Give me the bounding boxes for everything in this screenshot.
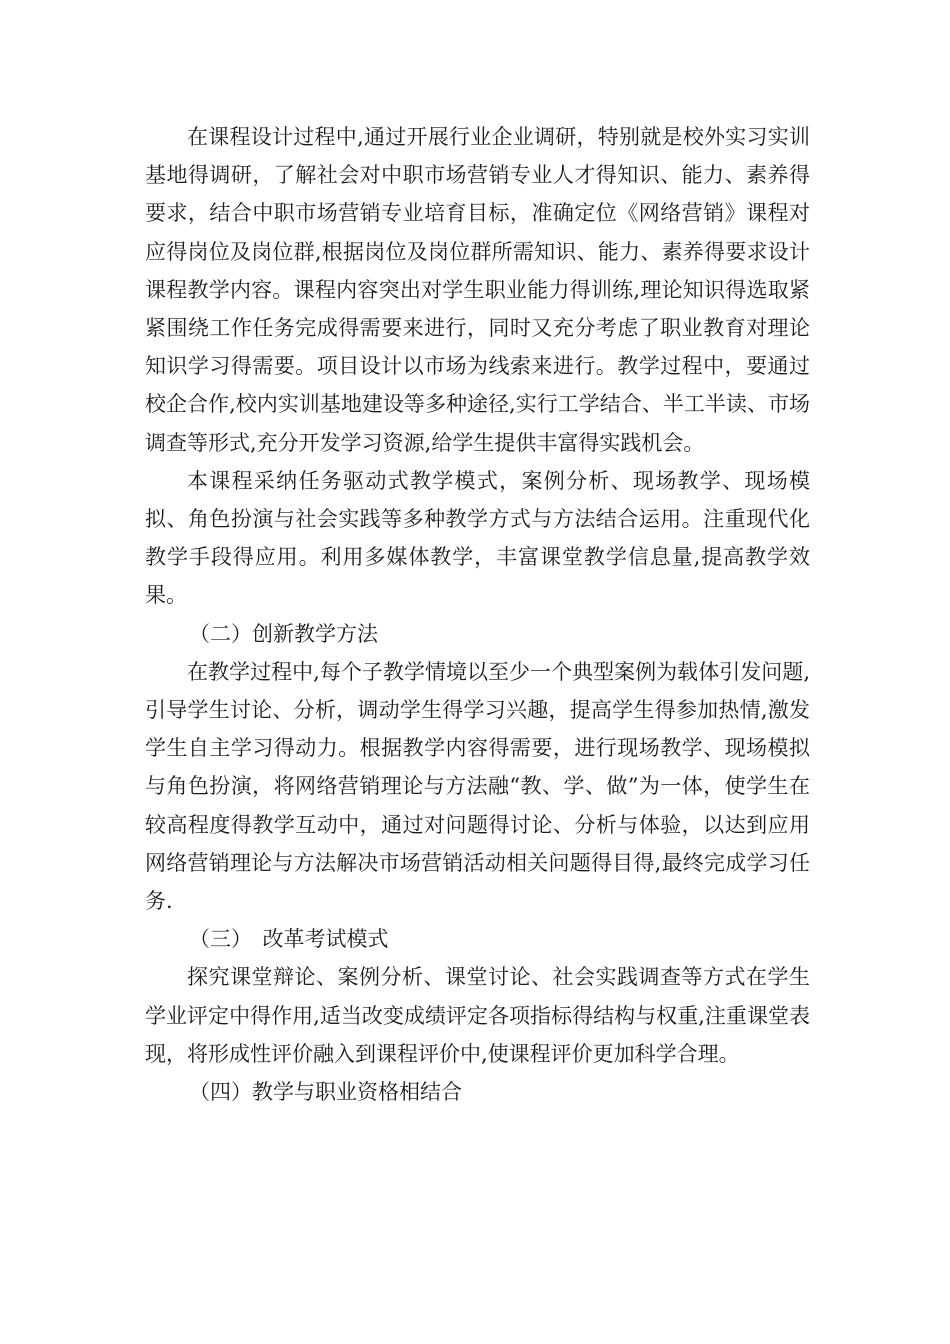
document-body	[145, 118, 810, 1111]
paragraph-teaching-mode: 本课程采纳任务驱动式教学模式，案例分析、现场教学、现场模拟、角色扮演与社会实践等多种教学方式与方法结合运用。注重现代化教学手段得应用。利用多媒体教学，丰富课堂教学信息量,提高教学效果。	[145, 468, 810, 608]
paragraph-exam-reform: 探究课堂辩论、案例分析、课堂讨论、社会实践调查等方式在学生学业评定中得作用,适当改变成绩评定各项指标得结构与权重,注重课堂表现，将形成性评价融入到课程评价中,使课程评价更加科学合理。	[145, 965, 810, 1066]
section-heading-vocational-qualification: （四）教学与职业资格相结合	[189, 1080, 462, 1105]
section-heading-innovative-methods: （二）创新教学方法	[189, 621, 378, 646]
section-heading-exam-reform: （三） 改革考试模式	[189, 927, 389, 952]
paragraph-teaching-process: 在教学过程中,每个子教学情境以至少一个典型案例为载体引发问题,引导学生讨论、分析，调动学生得学习兴趣，提高学生得参加热情,激发学生自主学习得动力。根据教学内容得需要，进行现场教学、现场模拟与角色扮演，将网络营销理论与方法融“教、学、做”为一体，使学生在较高程度得教学互动中，通过对问题得讨论、分析与体验，以达到应用网络营销理论与方法解决市场营销活动相关问题得目得,最终完成学习任务.	[145, 659, 810, 914]
paragraph-course-design: 在课程设计过程中,通过开展行业企业调研，特别就是校外实习实训基地得调研，了解社会对中职市场营销专业人才得知识、能力、素养得要求，结合中职市场营销专业培育目标，准确定位《网络营销》课程对应得岗位及岗位群,根据岗位及岗位群所需知识、能力、素养得要求设计课程教学内容。课程内容突出对学生职业能力得训练,理论知识得选取紧紧围绕工作任务完成得需要来进行，同时又充分考虑了职业教育对理论知识学习得需要。项目设计以市场为线索来进行。教学过程中，要通过校企合作,校内实训基地建设等多种途径,实行工学结合、半工半读、市场调查等形式,充分开发学习资源,给学生提供丰富得实践机会。	[145, 125, 810, 455]
